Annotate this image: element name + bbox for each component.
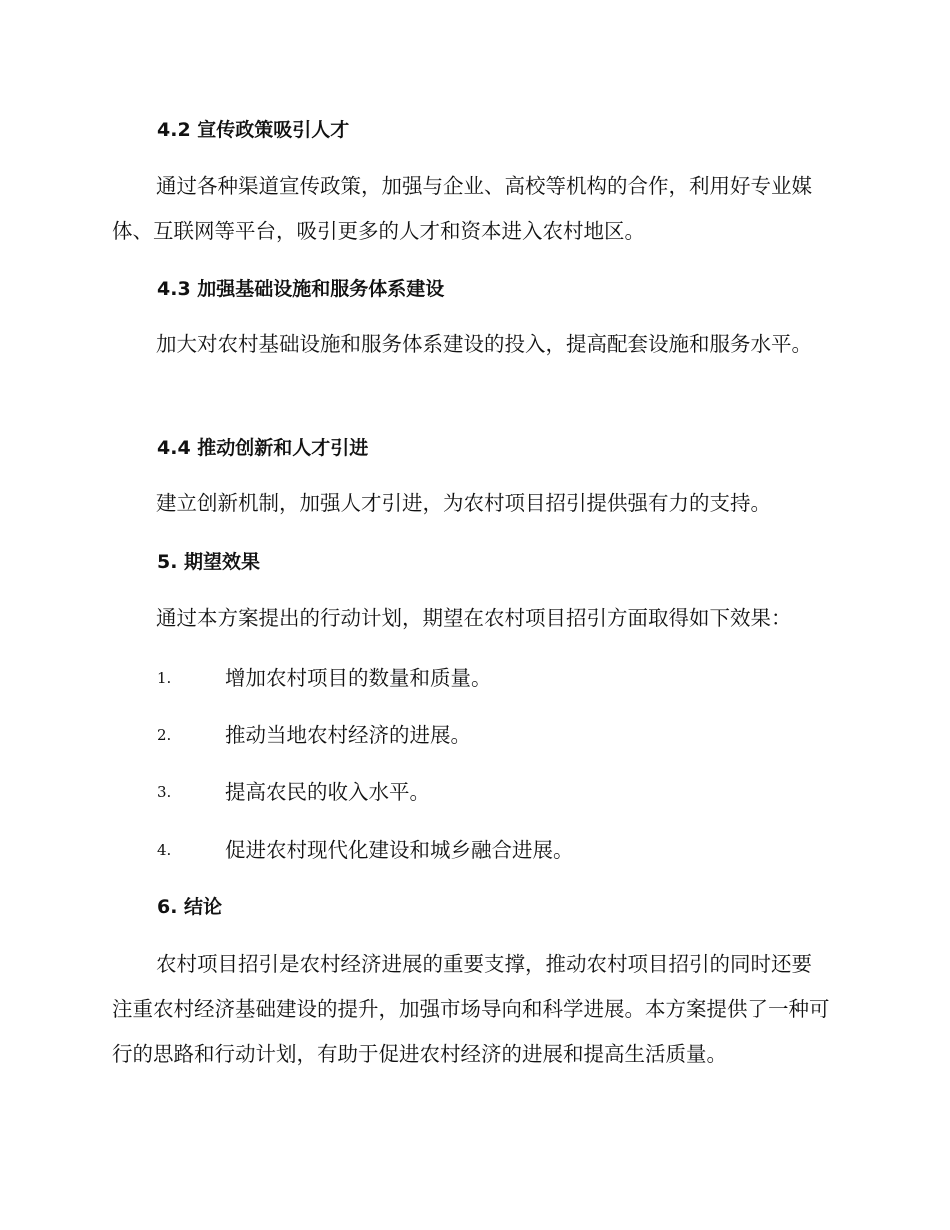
section-heading-4-3: 4.3 加强基础设施和服务体系建设 bbox=[157, 278, 445, 300]
list-item-text: 提高农民的收入水平。 bbox=[225, 780, 430, 804]
section-heading-6: 6. 结论 bbox=[157, 896, 223, 918]
section-intro-5: 通过本方案提出的行动计划，期望在农村项目招引方面取得如下效果： bbox=[156, 606, 792, 630]
list-item bbox=[157, 721, 837, 749]
list-item-text: 促进农村现代化建设和城乡融合进展。 bbox=[225, 838, 574, 862]
list-item bbox=[157, 836, 837, 864]
list-item-number: 3. bbox=[157, 783, 172, 801]
list-item-text: 增加农村项目的数量和质量。 bbox=[225, 666, 492, 690]
list-item-number: 4. bbox=[157, 841, 172, 859]
section-heading-5: 5. 期望效果 bbox=[157, 551, 261, 573]
section-heading-4-4: 4.4 推动创新和人才引进 bbox=[157, 437, 369, 459]
list-item-number: 1. bbox=[157, 669, 172, 687]
section-paragraph-4-3: 加大对农村基础设施和服务体系建设的投入，提高配套设施和服务水平。 bbox=[156, 332, 812, 356]
section-paragraph-4-2: 通过各种渠道宣传政策，加强与企业、高校等机构的合作，利用好专业媒体、互联网等平台，吸引更多的人才和资本进入农村地区。 bbox=[112, 174, 812, 243]
section-paragraph-4-4: 建立创新机制，加强人才引进，为农村项目招引提供强有力的支持。 bbox=[156, 491, 771, 515]
list-item-text: 推动当地农村经济的进展。 bbox=[225, 723, 471, 747]
section-heading-4-2: 4.2 宣传政策吸引人才 bbox=[157, 119, 350, 141]
section-paragraph-6: 农村项目招引是农村经济进展的重要支撑，推动农村项目招引的同时还要注重农村经济基础建设的提升，加强市场导向和科学进展。本方案提供了一种可行的思路和行动计划，有助于促进农村经济的进展和提高生活质量。 bbox=[112, 952, 830, 1066]
list-item bbox=[157, 778, 837, 806]
list-item bbox=[157, 664, 837, 692]
list-item-number: 2. bbox=[157, 726, 172, 744]
